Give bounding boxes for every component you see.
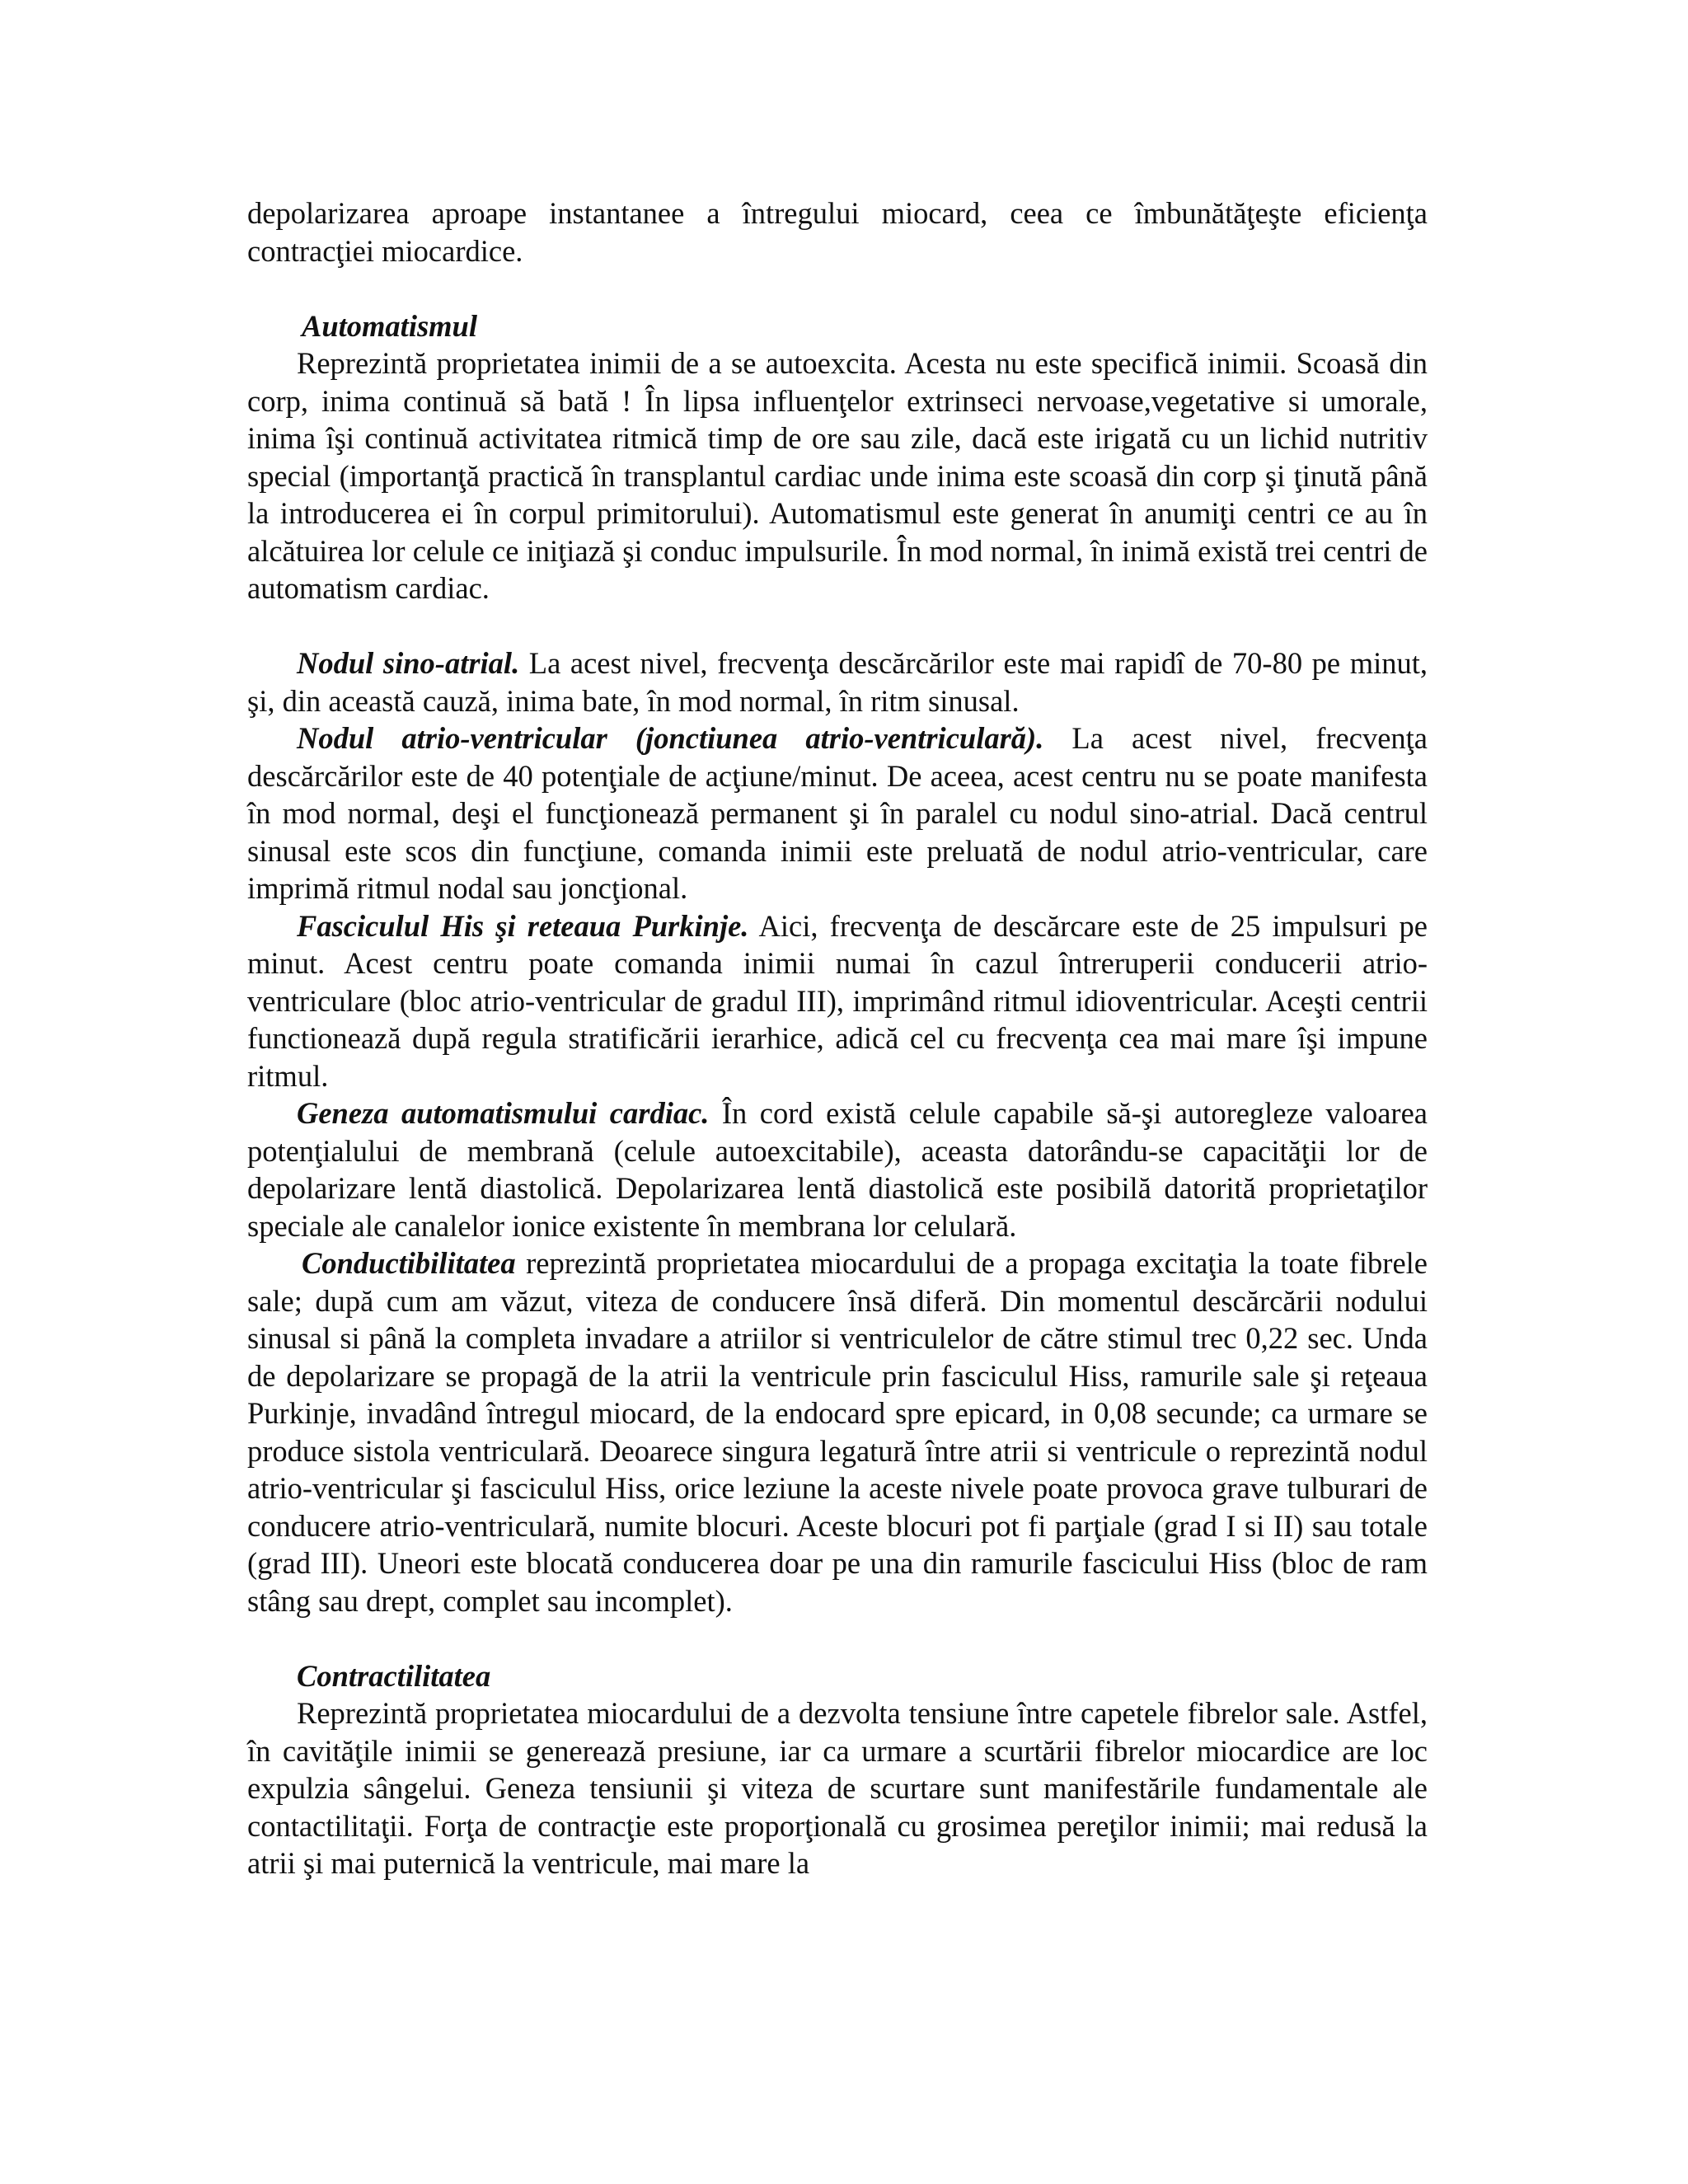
spacer <box>247 269 1428 307</box>
atrioventricular-paragraph <box>247 719 1428 907</box>
atrioventricular-term: Nodul atrio-ventricular (jonctiunea atrio-ventriculară). <box>297 721 1044 755</box>
sinoatrial-term: Nodul sino-atrial. <box>297 646 520 680</box>
his-purkinje-term: Fasciculul His şi reteaua Purkinje. <box>297 908 749 943</box>
his-purkinje-text: Aici, frecvenţa de descărcare este de 25 impulsuri pe minut. Acest centru poate comanda inimii numai în cazul întreruperii conducerii atrio-ventriculare (bloc atrio-ventricular de gradul III), imprimând ritmul idioventricular. Aceşti centrii functionează după regula stratificării ierarhice, adică cel cu frecvenţa cea mai mare îşi impune ritmul. <box>247 908 1428 1093</box>
genesis-term: Geneza automatismului cardiac. <box>297 1096 710 1130</box>
section-heading-automatism: Automatismul <box>302 308 477 343</box>
section-heading-contractility: Contractilitatea <box>297 1658 491 1693</box>
sinoatrial-paragraph <box>247 644 1428 719</box>
spacer <box>247 607 1428 645</box>
his-purkinje-paragraph <box>247 907 1428 1095</box>
automatism-paragraph: Reprezintă proprietatea inimii de a se autoexcita. Acesta nu este specifică inimii. Scoasă din corp, inima continuă să bată ! În lipsa influenţelor extrinseci nervoase,vegetative si umorale, inima îşi continuă activitatea ritmică timp de ore sau zile, dacă este irigată cu un lichid nutritiv special (importanţă practică în transplantul cardiac unde inima este scoasă din corp şi ţinută până la introducerea ei în corpul primitorului). Automatismul este generat în anumiţi centri ce au în alcătuirea lor celule ce iniţiază şi conduc impulsurile. În mod normal, în inimă există trei centri de automatism cardiac. <box>247 346 1428 605</box>
spacer <box>247 1619 1428 1657</box>
contractility-paragraph: Reprezintă proprietatea miocardului de a dezvolta tensiune între capetele fibrelor sale. Astfel, în cavităţile inimii se generează presiune, iar ca urmare a scurtării fibrelor miocardice are loc expulzia sângelui. Geneza tensiunii şi viteza de scurtare sunt manifestările fundamentale ale contactilitaţii. Forţa de contracţie este proporţională cu grosimea pereţilor inimii; mai redusă la atrii şi mai puternică la ventricule, mai mare la <box>247 1696 1428 1880</box>
intro-paragraph: depolarizarea aproape instantanee a întregului miocard, ceea ce îmbunătăţeşte eficienţa contracţiei miocardice. <box>247 196 1428 268</box>
atrioventricular-text: La acest nivel, frecvenţa descărcărilor este de 40 potenţiale de acţiune/minut. De aceea, acest centru nu se poate manifesta în mod normal, deşi el funcţionează permanent şi în paralel cu nodul sino-atrial. Dacă centrul sinusal este scos din funcţiune, comanda inimii este preluată de nodul atrio-ventricular, care imprimă ritmul nodal sau joncţional. <box>247 721 1428 905</box>
conductivity-paragraph <box>247 1244 1428 1619</box>
document-page <box>247 194 1428 1882</box>
sinoatrial-text: La acest nivel, frecvenţa descărcărilor este mai rapidî de 70-80 pe minut, şi, din această cauză, inima bate, în mod normal, în ritm sinusal. <box>247 646 1428 718</box>
conductivity-text: reprezintă proprietatea miocardului de a propaga excitaţia la toate fibrele sale; după cum am văzut, viteza de conducere însă diferă. Din momentul descărcării nodului sinusal si până la completa invadare a atriilor si ventriculelor de către stimul trec 0,22 sec. Unda de depolarizare se propagă de la atrii la ventricule prin fasciculul Hiss, ramurile sale şi reţeaua Purkinje, invadând întregul miocard, de la endocard spre epicard, in 0,08 secunde; ca urmare se produce sistola ventriculară. Deoarece singura legatură între atrii si ventricule o reprezintă nodul atrio-ventricular şi fasciculul Hiss, orice leziune la aceste nivele poate provoca grave tulburari de conducere atrio-ventriculară, numite blocuri. Aceste blocuri pot fi parţiale (grad I si II) sau totale (grad III). Uneori este blocată conducerea doar pe una din ramurile fascicului Hiss (bloc de ram stâng sau drept, complet sau incomplet). <box>247 1246 1428 1618</box>
genesis-paragraph <box>247 1094 1428 1244</box>
conductivity-term: Conductibilitatea <box>302 1246 516 1280</box>
genesis-text: În cord există celule capabile să-şi autoregleze valoarea potenţialului de membrană (celule autoexcitabile), aceasta datorându-se capacităţii lor de depolarizare lentă diastolică. Depolarizarea lentă diastolică este posibilă datorită proprietaţilor speciale ale canalelor ionice existente în membrana lor celulară. <box>247 1096 1428 1243</box>
